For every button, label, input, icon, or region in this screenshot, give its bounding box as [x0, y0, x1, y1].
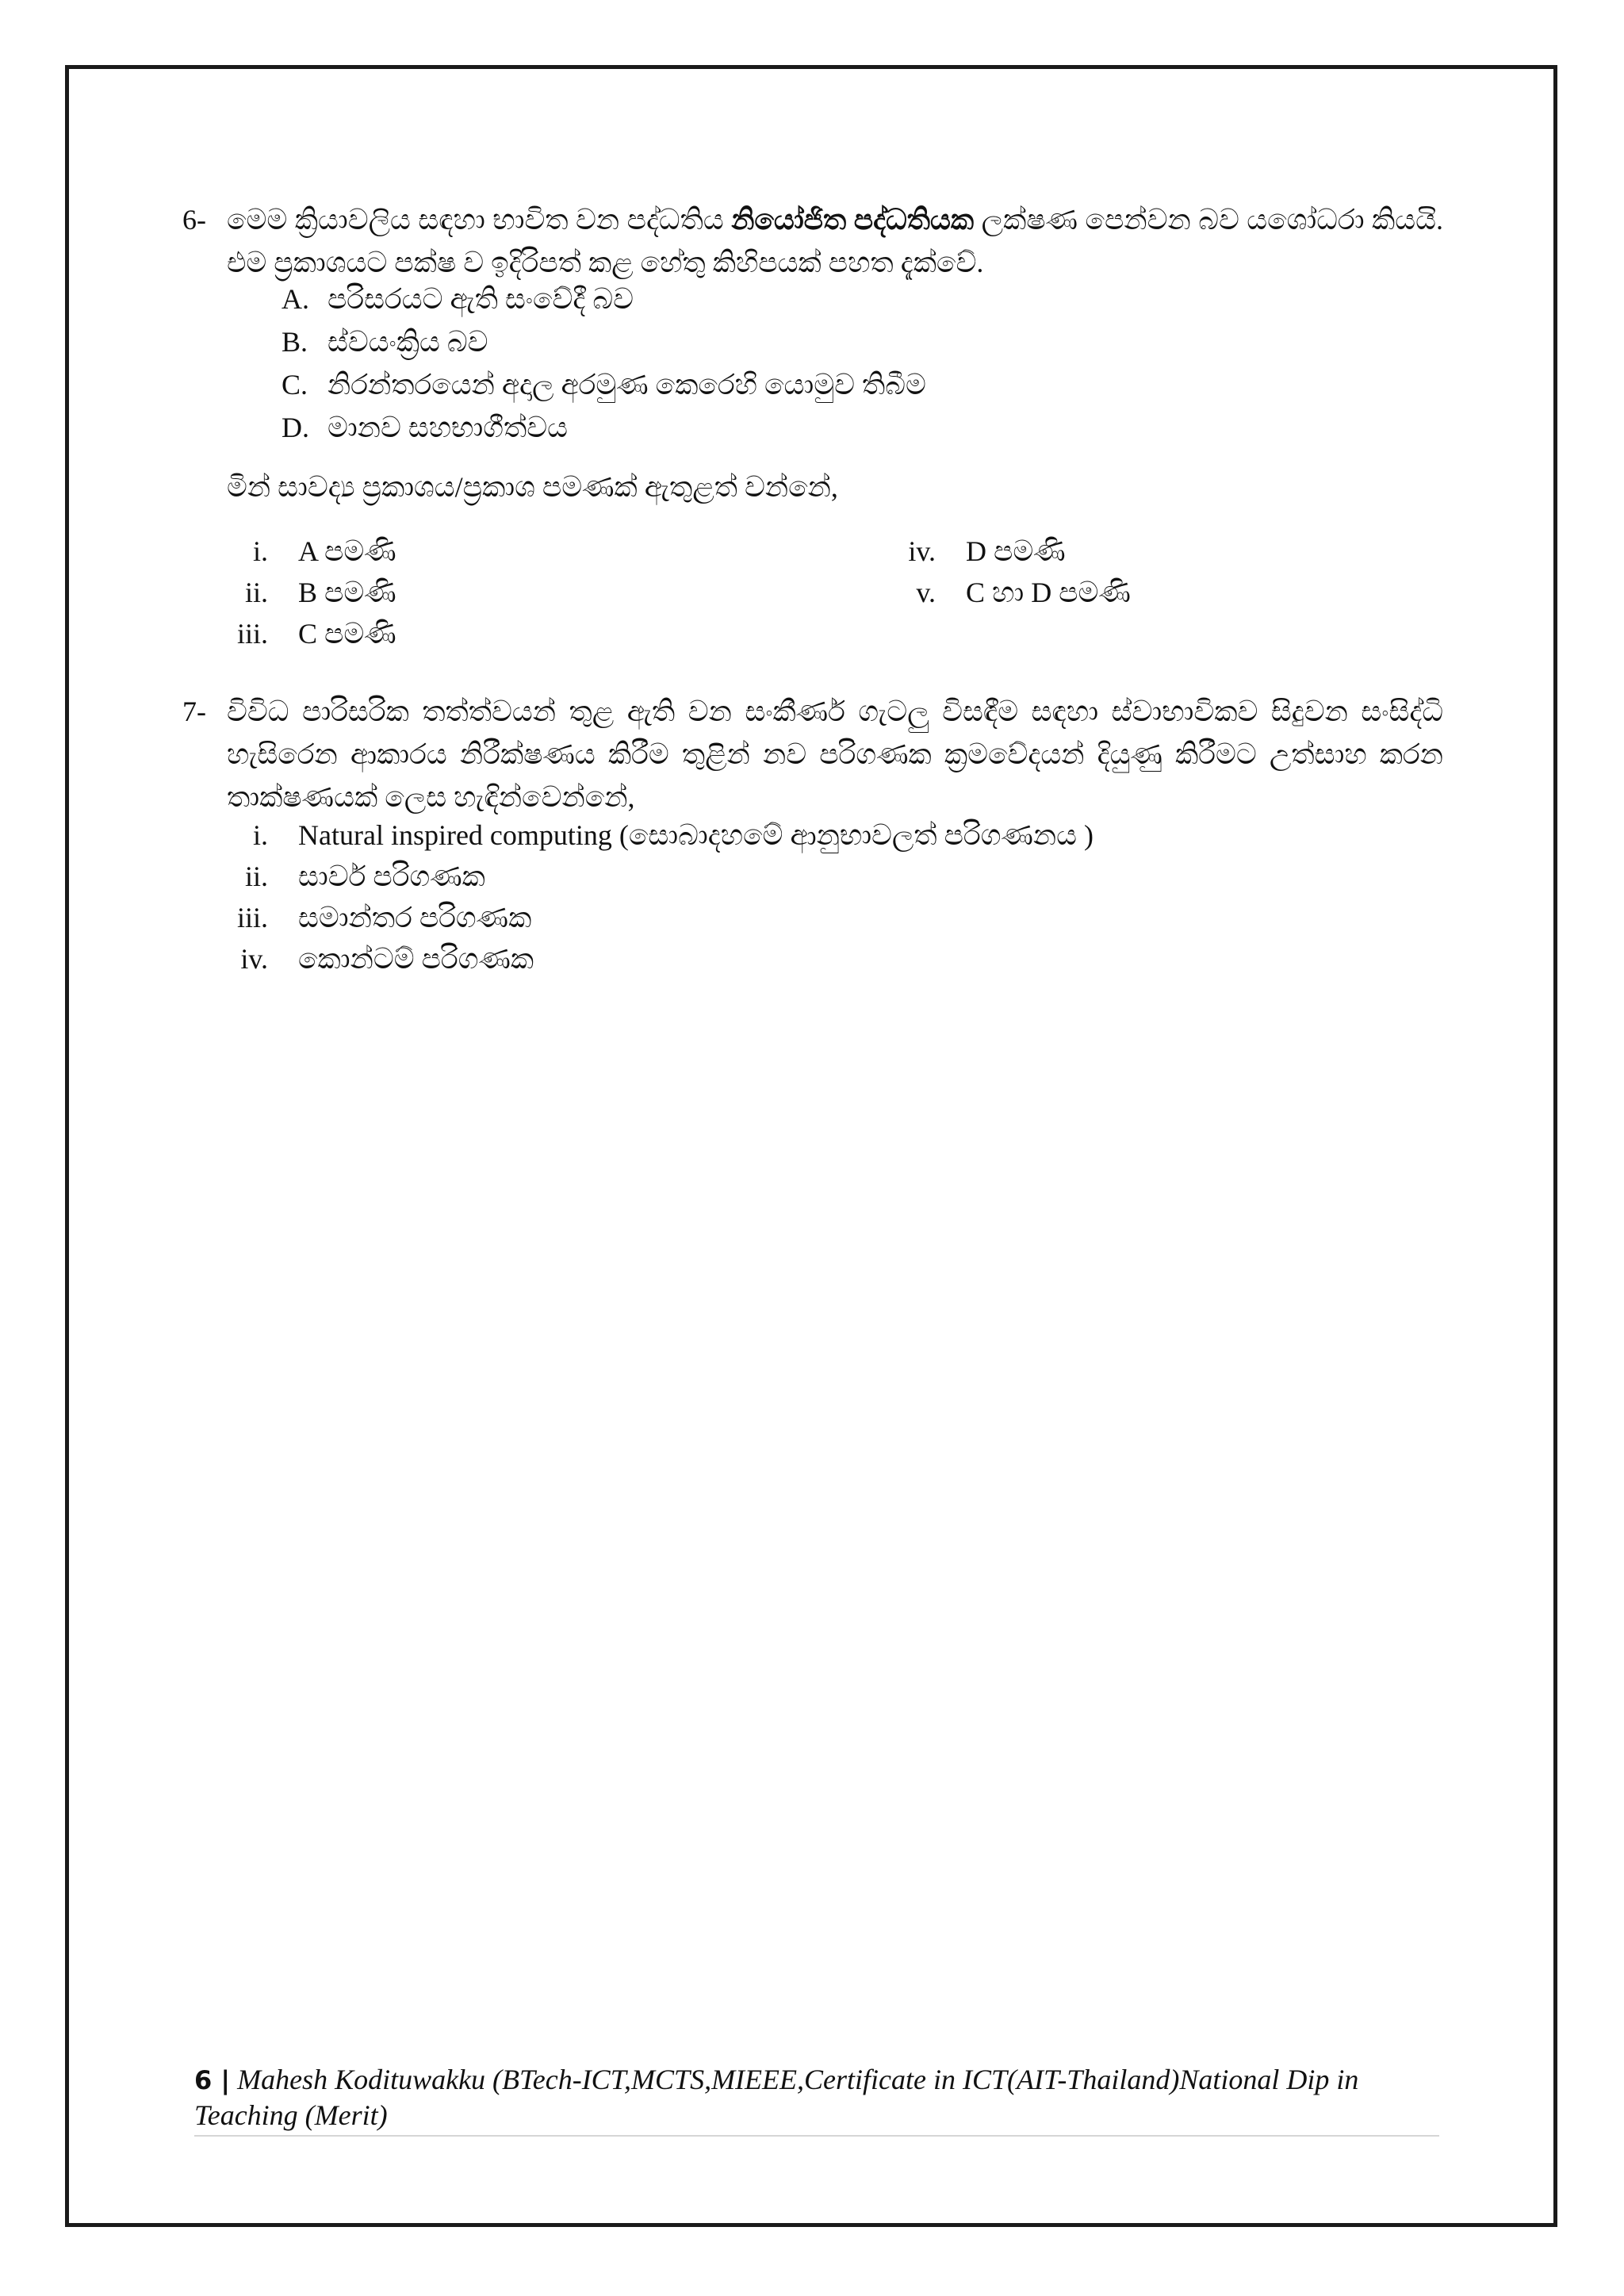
footer-divider: [194, 2135, 1439, 2137]
option-text: D පමණි: [966, 535, 1066, 567]
option-numeral: iii.: [236, 902, 268, 933]
question-6-text-part2: ලක්ෂණ පෙන්වන බව යශෝධරා කියයි. එම ප්‍රකාශයට පක්ෂ ව ඉදිරිපත් කළ හේතු කිහිපයක් පහත දැක්වේ.: [227, 204, 1443, 278]
statement-text: මානව සහභාගීත්වය: [327, 412, 568, 443]
option-text: C හා D පමණි: [966, 577, 1131, 608]
question-6-text-bold: නියෝජිත පද්ධතියක: [731, 204, 975, 236]
question-7-number: 7-: [182, 696, 206, 727]
question-6-text: [227, 198, 1443, 284]
option-text: C පමණි: [298, 618, 396, 650]
statement-letter: C.: [282, 369, 308, 401]
statement-text: ස්වයංක්‍රිය බව: [327, 326, 488, 358]
option-text: Natural inspired computing (සොබාදහමේ ආනුභාවලත් පරිගණනය ): [298, 819, 1094, 851]
option-numeral: ii.: [244, 861, 268, 892]
footer-author-line: Mahesh Kodituwakku (BTech-ICT,MCTS,MIEEE,Certificate in ICT(AIT-Thailand)National Dip in Teaching (Merit): [194, 2064, 1359, 2131]
statement-letter: B.: [282, 326, 308, 358]
statement-text: පරිසරයට ඇති සංවේදී බව: [327, 283, 634, 315]
option-text: A පමණි: [298, 535, 396, 567]
page-footer: [194, 2062, 1439, 2133]
question-7-text: විවිධ පාරිසරික තත්ත්වයන් තුළ ඇති වන සංකීර්ණ ගැටලු විසඳීම සඳහා ස්වාභාවිකව සිදුවන සංසිද්ධි හැසිරෙන ආකාරය නිරීක්ෂණය කිරීම තුළින් නව පරිගණක ක්‍රමවේදයන් දියුණු කිරීමට උත්සාහ කරන තාක්ෂණයක් ලෙස හැඳින්වෙන්නේ,: [227, 696, 1443, 813]
statement-letter: A.: [282, 283, 309, 315]
option-text: කොන්ටම් පරිගණක: [298, 943, 534, 975]
option-numeral: v.: [916, 577, 936, 608]
option-text: B පමණි: [298, 577, 396, 608]
option-numeral: i.: [252, 819, 268, 851]
statement-text: නිරන්තරයෙන් අදාල අරමුණ කෙරෙහි යොමුව තිබීම: [327, 369, 926, 401]
question-6-lead-in: මින් සාවද්‍ය ප්‍රකාශය/ප්‍රකාශ පමණක් ඇතුළත් වන්නේ,: [227, 471, 838, 503]
statement-letter: D.: [282, 412, 309, 443]
question-6-text-part1: මෙම ක්‍රියාවලිය සඳහා භාවිත වන පද්ධතිය: [227, 204, 732, 236]
question-6-number: 6-: [182, 204, 206, 236]
option-numeral: ii.: [244, 577, 268, 608]
option-text: සාර්ව පරිගණක: [298, 861, 485, 892]
option-numeral: iv.: [240, 943, 268, 975]
option-numeral: i.: [252, 535, 268, 567]
option-numeral: iv.: [908, 535, 936, 567]
option-numeral: iii.: [236, 618, 268, 650]
option-text: සමාන්තර පරිගණක: [298, 902, 532, 933]
page-number: 6 |: [194, 2065, 231, 2095]
